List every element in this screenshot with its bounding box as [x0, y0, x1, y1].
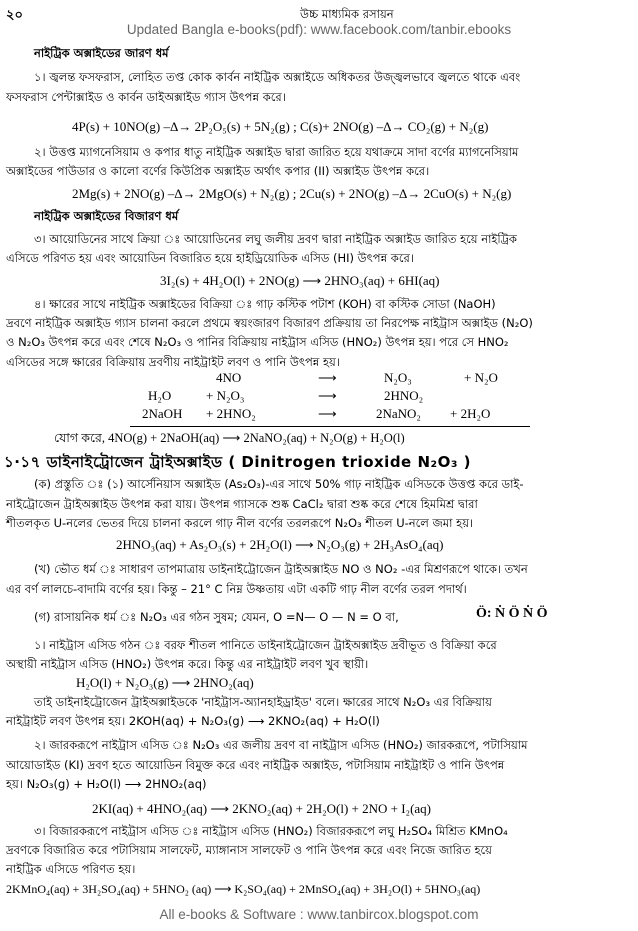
rx-r3-arrow: ⟶ [318, 406, 337, 421]
rx-r1-a: 4NO [216, 370, 242, 385]
equation-5: H₂O(l) + N₂O₃(g) ⟶ 2HNO₂(aq) [76, 675, 254, 690]
prep-line2: নাইট্রোজেন ট্রাইঅক্সাইড উৎপন্ন করা যায়। উৎপন্ন গ্যাসকে শুষ্ক CaCl₂ দ্বারা শুষ্ক করে শেষে হিমমিশ্র দ্বারা [6, 497, 478, 511]
equation-1: 4P(s) + 10NO(g) –Δ→ 2P₂O₅(s) + 5N₂(g) ; C(s)+ 2NO(g) –Δ→ CO₂(g) + N₂(g) [72, 119, 489, 134]
n1-line2: অস্থায়ী নাইট্রাস এসিড (HNO₂) উৎপন্ন করে। কিন্তু এর নাইট্রাইট লবণ খুব স্থায়ী। [6, 657, 369, 671]
rx-r2-a: H₂O [148, 388, 172, 403]
p1-line2: ফসফরাস পেন্টাক্সাইড ও কার্বন ডাইঅক্সাইড গ্যাস উৎপন্ন করে। [6, 90, 286, 104]
p4-line1: ৪। ক্ষারের সাথে নাইট্রিক অক্সাইডের বিক্রিয়া ঃ গাঢ় কস্টিক পটাশ (KOH) বা কস্টিক সোডা (NaOH) [34, 297, 496, 311]
heading-reduction: নাইট্রিক অক্সাইডের বিজারণ ধর্ম [34, 209, 179, 223]
rx-r2-b: + N₂O₃ [206, 388, 245, 403]
equation-7: 2KMnO₄(aq) + 3H₂SO₄(aq) + 5HNO₂ (aq) ⟶ K₂SO₄(aq) + 2MnSO₄(aq) + 3H₂O(l) + 5HNO₃(aq) [6, 882, 481, 896]
rx-r3-b: + 2HNO₂ [206, 406, 256, 421]
equation-3: 3I₂(s) + 4H₂O(l) + 2NO(g) ⟶ 2HNO₃(aq) + 6HI(aq) [160, 273, 440, 288]
p3-line1: ৩। আয়োডিনের সাথে ক্রিয়া ঃ আয়োডিনের লঘু জলীয় দ্রবণ দ্বারা নাইট্রিক অক্সাইড জারিত হয়ে নাইট্রিক [34, 232, 517, 246]
book-title: উচ্চ মাধ্যমিক রসায়ন [300, 7, 394, 21]
prep-line3: শীতলকৃত U-নলের ভেতর দিয়ে চালনা করলে গাঢ় নীল বর্ণের তরলরূপে N₂O₃ শীতল U-নলে জমা হয়। [6, 516, 474, 530]
n1-line3: তাই ডাইনাইট্রোজেন ট্রাইঅক্সাইডকে 'নাইট্রাস-অ্যানহাইড্রাইড' বলে। ক্ষারের সাথে N₂O₃ এর বিক্রিয়ায় [34, 695, 492, 709]
phys-line2: এর বর্ণ লালচে-বাদামি বর্ণের হয়। কিন্তু – 21° C নিম্ন উষ্ণতায় এটা একটি গাঢ় নীল বর্ণের তরল পদার্থ। [6, 582, 467, 596]
p1-line1: ১। জ্বলন্ত ফসফরাস, লোহিত তপ্ত কোক কার্বন নাইট্রিক অক্সাইডে অধিকতর উজ্জ্বলভাবে জ্বলতে থাকে এবং [34, 70, 521, 84]
n3-line2: দ্রবণকে বিজারিত করে পটাসিয়াম সালফেট, ম্যাঙ্গানাস সালফেট ও পানি উৎপন্ন করে এবং নিজে জারিত হয়ে [6, 843, 492, 857]
rx-r1-arrow: ⟶ [318, 370, 337, 385]
heading-oxidation: নাইট্রিক অক্সাইডের জারণ ধর্ম [34, 46, 169, 60]
sum-rule [130, 426, 530, 427]
p3-line2: এসিডে পরিণত হয় এবং আয়োডিন বিজারিত হয়ে হাইড্রিয়োডিক এসিড (HI) উৎপন্ন করে। [6, 251, 414, 265]
n2-line2: আয়োডাইড (KI) দ্রবণ হতে আয়োডিন বিমুক্ত করে এবং নাইট্রিক অক্সাইড, পটাসিয়াম নাইট্রাইট ও পানি উৎপন্ন [6, 758, 505, 772]
rx-r2-arrow: ⟶ [318, 388, 337, 403]
watermark-top: Updated Bangla e-books(pdf): www.facebook.com/tanbir.ebooks [126, 22, 512, 37]
rx-r1-c: + N₂O [464, 370, 498, 385]
page-number: ২০ [6, 8, 23, 23]
p2-line1: ২। উত্তপ্ত ম্যাগনেসিয়াম ও কপার ধাতু নাইট্রিক অক্সাইড দ্বারা জারিত হয়ে যথাক্রমে সাদা বর্ণের ম্যাগনেসিয়াম [34, 145, 519, 159]
reaction-sum: যোগ করে, 4NO(g) + 2NaOH(aq) ⟶ 2NaNO₂(aq) + N₂O(g) + H₂O(l) [54, 431, 405, 445]
n1-line4: নাইট্রাইট লবণ উৎপন্ন হয়। 2KOH(aq) + N₂O₃(g) ⟶ 2KNO₂(aq) + H₂O(l) [6, 714, 380, 728]
n3-line3: নাইট্রিক এসিডে পরিণত হয়। [6, 862, 136, 876]
phys-line1: (খ) ভৌত ধর্ম ঃ সাধারণ তাপমাত্রায় ডাইনাইট্রোজেন ট্রাইঅক্সাইড NO ও NO₂ -এর মিশ্রণরূপে থাকে। তখন [34, 562, 528, 576]
p4-line2: দ্রবণে নাইট্রিক অক্সাইড গ্যাস চালনা করলে প্রথমে স্বয়ংজারণ বিজারণ প্রক্রিয়ায় তা নিরপেক্ষ নাইট্রাস অক্সাইড (N₂O) [6, 316, 533, 330]
equation-4: 2HNO₃(aq) + As₂O₃(s) + 2H₂O(l) ⟶ N₂O₃(g) + 2H₃AsO₄(aq) [116, 537, 444, 552]
rx-r2-b2: 2HNO₂ [384, 388, 424, 403]
n2-line3: হয়। N₂O₃(g) + H₂O(l) ⟶ 2HNO₂(aq) [6, 777, 207, 791]
p2-line2: অক্সাইডের পাউডার ও কালো বর্ণের কিউপ্রিক অক্সাইড অর্থাৎ কপার (II) অক্সাইড উৎপন্ন করে। [6, 164, 430, 178]
rx-r3-a: 2NaOH [142, 406, 183, 421]
lewis-structure: Ö: Ṅ Ö Ṅ Ö [476, 606, 548, 621]
p4-line3: ও N₂O₃ উৎপন্ন করে এবং শেষে N₂O₃ ও পানির বিক্রিয়ায় নাইট্রাস এসিড (HNO₂) উৎপন্ন হয়। পরে সে HNO₂ [6, 335, 509, 349]
prep-line1: (ক) প্রস্তুতি ঃ (১) আর্সেনিয়াস অক্সাইড (As₂O₃)-এর সাথে 50% গাঢ় নাইট্রিক এসিডকে উত্তপ্ত করে ডাই- [34, 477, 524, 491]
equation-2: 2Mg(s) + 2NO(g) –Δ→ 2MgO(s) + N₂(g) ; 2Cu(s) + 2NO(g) –Δ→ 2CuO(s) + N₂(g) [72, 186, 512, 201]
watermark-bottom: All e-books & Software : www.tanbircox.blogspot.com [159, 907, 479, 922]
rx-r3-d: + 2H₂O [450, 406, 491, 421]
equation-6: 2KI(aq) + 4HNO₂(aq) ⟶ 2KNO₂(aq) + 2H₂O(l) + 2NO + I₂(aq) [92, 801, 432, 816]
rx-r3-c: 2NaNO₂ [376, 406, 421, 421]
n3-line1: ৩। বিজারকরূপে নাইট্রাস এসিড ঃ নাইট্রাস এসিড (HNO₂) বিজারকরূপে লঘু H₂SO₄ মিশ্রিত KMnO₄ [34, 824, 508, 838]
n1-line1: ১। নাইট্রাস এসিড গঠন ঃ বরফ শীতল পানিতে ডাইনাইট্রোজেন ট্রাইঅক্সাইড দ্রবীভূত ও বিক্রিয়া করে [34, 638, 497, 652]
chem-line1: (গ) রাসায়নিক ধর্ম ঃ N₂O₃ এর গঠন সুষম; যেমন, O =N— O — N = O বা, [34, 610, 399, 624]
rx-r1-b: N₂O₃ [384, 370, 412, 385]
n2-line1: ২। জারকরূপে নাইট্রাস এসিড ঃ N₂O₃ এর জলীয় দ্রবণ বা নাইট্রাস এসিড (HNO₂) জারকরূপে, পটাসিয়াম [34, 738, 528, 752]
section-title: ১·১৭ ডাইনাইট্রোজেন ট্রাইঅক্সাইড ( Dinitrogen trioxide N₂O₃ ) [4, 453, 471, 471]
p4-line4: এসিডের সঙ্গে ক্ষারের বিক্রিয়ায় দ্রবণীয় নাইট্রাইট লবণ ও পানি উৎপন্ন হয়। [6, 355, 340, 369]
